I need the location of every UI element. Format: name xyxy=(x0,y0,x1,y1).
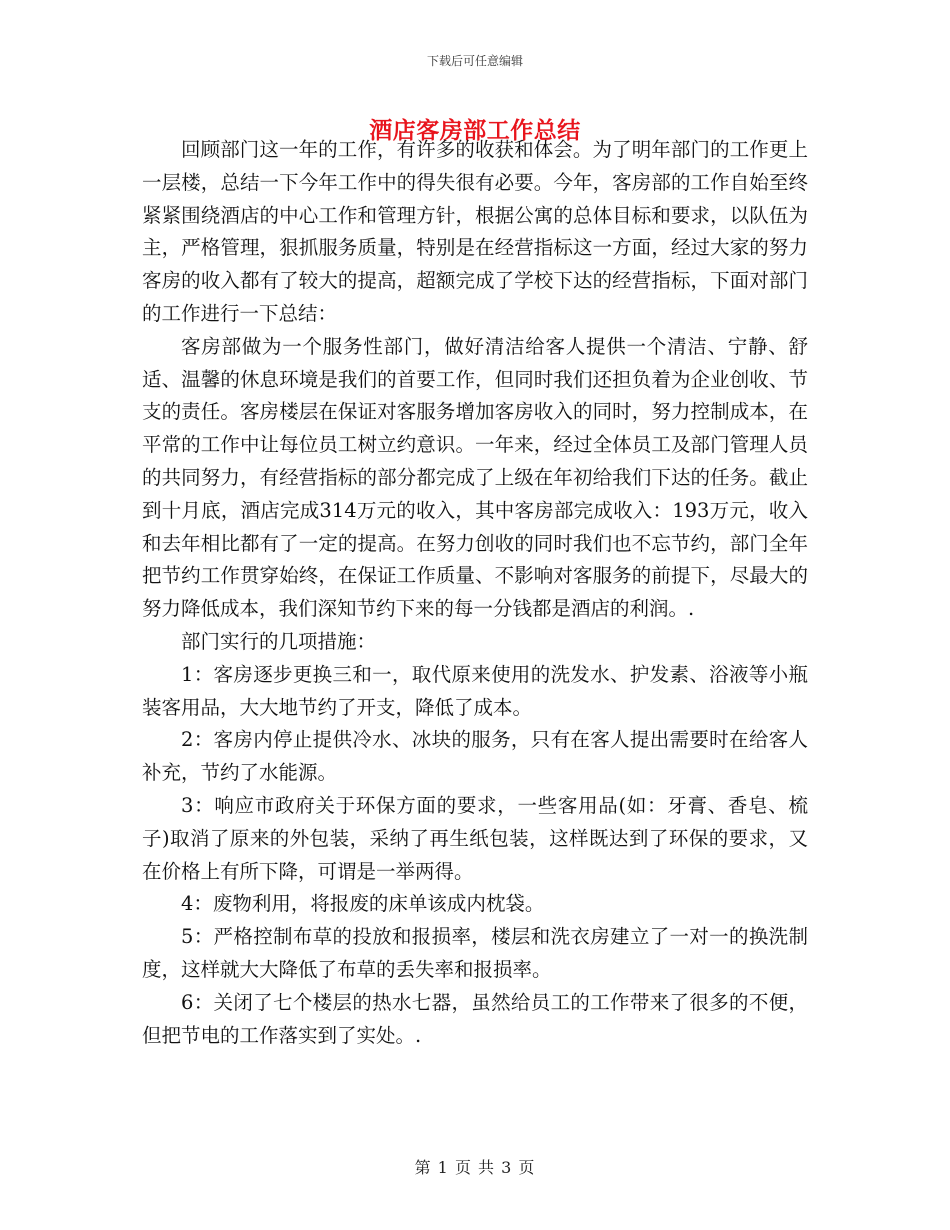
list-item-measure-6: 6：关闭了七个楼层的热水七器，虽然给员工的工作带来了很多的不便，但把节电的工作落实到了实处。. xyxy=(142,990,808,1047)
list-item-measure-1: 1：客房逐步更换三和一，取代原来使用的洗发水、护发素、浴液等小瓶装客用品，大大地节约了开支，降低了成本。 xyxy=(142,662,808,719)
document-body xyxy=(142,134,808,1052)
paragraph-measures-heading: 部门实行的几项措施： xyxy=(181,629,377,653)
list-item-measure-2: 2：客房内停止提供冷水、冰块的服务，只有在客人提出需要时在给客人补充，节约了水能源。 xyxy=(142,728,808,785)
paragraph-service: 客房部做为一个服务性部门，做好清洁给客人提供一个清洁、宁静、舒适、温馨的休息环境是我们的首要工作，但同时我们还担负着为企业创收、节支的责任。客房楼层在保证对客服务增加客房收入的同时，努力控制成本，在平常的工作中让每位员工树立约意识。一年来，经过全体员工及部门管理人员的共同努力，有经营指标的部分都完成了上级在年初给我们下达的任务。截止到十月底，酒店完成314万元的收入，其中客房部完成收入：193万元，收入和去年相比都有了一定的提高。在努力创收的同时我们也不忘节约，部门全年把节约工作贯穿始终，在保证工作质量、不影响对客服务的前提下，尽最大的努力降低成本，我们深知节约下来的每一分钱都是酒店的利润。. xyxy=(142,334,808,621)
paragraph-review: 回顾部门这一年的工作，有许多的收获和体会。为了明年部门的工作更上一层楼，总结一下今年工作中的得失很有必要。今年，客房部的工作自始至终紧紧围绕酒店的中心工作和管理方针，根据公寓的总体目标和要求，以队伍为主，严格管理，狠抓服务质量，特别是在经营指标这一方面，经过大家的努力客房的收入都有了较大的提高，超额完成了学校下达的经营指标，下面对部门的工作进行一下总结： xyxy=(142,138,808,325)
page-number-footer: 第 1 页 共 3 页 xyxy=(414,1158,536,1177)
list-item-measure-5: 5：严格控制布草的投放和报损率，楼层和洗衣房建立了一对一的换洗制度，这样就大大降低了布草的丢失率和报损率。 xyxy=(142,925,808,981)
list-item-measure-4: 4：废物利用，将报废的床单该成内枕袋。 xyxy=(181,892,545,916)
document-title: 酒店客房部工作总结 xyxy=(369,117,581,144)
list-item-measure-3: 3：响应市政府关于环保方面的要求，一些客用品(如：牙膏、香皂、梳子)取消了原来的外包装，采纳了再生纸包装，这样既达到了环保的要求，又在价格上有所下降，可谓是一举两得。 xyxy=(142,793,808,883)
page-header: 下载后可任意编辑 xyxy=(426,54,523,68)
